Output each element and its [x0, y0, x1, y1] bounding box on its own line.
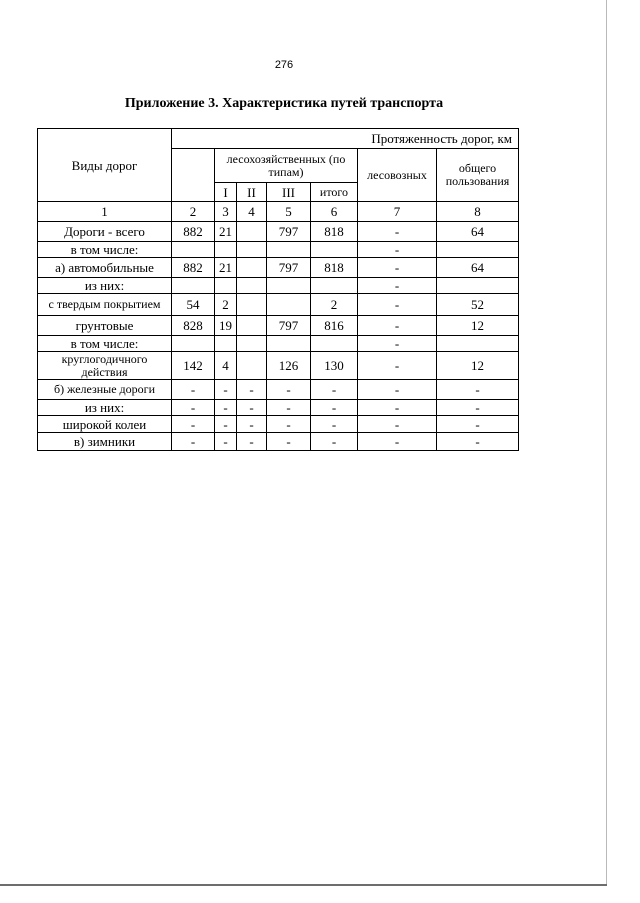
header-type-2: II: [237, 183, 267, 202]
value-cell: -: [311, 416, 358, 433]
column-number-cell: 3: [215, 202, 237, 222]
row-label-cell: в том числе:: [38, 336, 172, 352]
value-cell: -: [358, 352, 437, 380]
column-number-cell: 4: [237, 202, 267, 222]
value-cell: 21: [215, 258, 237, 278]
value-cell: 54: [172, 294, 215, 316]
header-forestry-total: итого: [311, 183, 358, 202]
value-cell: -: [358, 400, 437, 416]
value-cell: [237, 258, 267, 278]
value-cell: -: [358, 433, 437, 451]
value-cell: [311, 278, 358, 294]
value-cell: -: [172, 416, 215, 433]
table-row: [38, 316, 519, 336]
value-cell: -: [437, 416, 519, 433]
value-cell: -: [267, 433, 311, 451]
value-cell: [215, 278, 237, 294]
value-cell: -: [237, 380, 267, 400]
table-row: [38, 294, 519, 316]
header-public: общего пользования: [437, 149, 519, 202]
value-cell: -: [437, 433, 519, 451]
table-row: [38, 416, 519, 433]
value-cell: [237, 222, 267, 242]
value-cell: -: [358, 242, 437, 258]
value-cell: 126: [267, 352, 311, 380]
table-row: [38, 242, 519, 258]
value-cell: 130: [311, 352, 358, 380]
row-label-cell: из них:: [38, 278, 172, 294]
value-cell: -: [237, 433, 267, 451]
header-total-empty: [172, 149, 215, 202]
value-cell: 2: [311, 294, 358, 316]
value-cell: -: [311, 400, 358, 416]
value-cell: -: [215, 433, 237, 451]
value-cell: -: [237, 400, 267, 416]
value-cell: 21: [215, 222, 237, 242]
column-number-cell: 1: [38, 202, 172, 222]
value-cell: [311, 336, 358, 352]
value-cell: -: [358, 278, 437, 294]
row-label-cell: Дороги - всего: [38, 222, 172, 242]
table-row: [38, 278, 519, 294]
value-cell: -: [267, 400, 311, 416]
value-cell: [267, 294, 311, 316]
value-cell: 19: [215, 316, 237, 336]
value-cell: 797: [267, 258, 311, 278]
header-road-types: Виды дорог: [38, 129, 172, 202]
value-cell: -: [172, 433, 215, 451]
table-row: [38, 400, 519, 416]
table-row: [38, 336, 519, 352]
value-cell: [215, 336, 237, 352]
value-cell: -: [215, 400, 237, 416]
column-number-row: [38, 202, 519, 222]
value-cell: -: [358, 336, 437, 352]
value-cell: -: [172, 380, 215, 400]
value-cell: -: [215, 416, 237, 433]
value-cell: [437, 242, 519, 258]
table-row: [38, 352, 519, 380]
row-label-cell: широкой колеи: [38, 416, 172, 433]
value-cell: [172, 336, 215, 352]
value-cell: 4: [215, 352, 237, 380]
value-cell: 818: [311, 258, 358, 278]
value-cell: -: [358, 222, 437, 242]
value-cell: -: [437, 400, 519, 416]
row-label-cell: б) железные дороги: [38, 380, 172, 400]
table-row: [38, 222, 519, 242]
header-forestry: лесохозяйственных (по типам): [215, 149, 358, 183]
value-cell: [437, 336, 519, 352]
column-number-cell: 2: [172, 202, 215, 222]
row-label-cell: из них:: [38, 400, 172, 416]
column-number-cell: 7: [358, 202, 437, 222]
value-cell: 828: [172, 316, 215, 336]
value-cell: [237, 242, 267, 258]
value-cell: [237, 352, 267, 380]
header-type-1: I: [215, 183, 237, 202]
value-cell: [237, 278, 267, 294]
value-cell: -: [358, 316, 437, 336]
value-cell: -: [358, 416, 437, 433]
value-cell: [237, 316, 267, 336]
value-cell: 64: [437, 258, 519, 278]
value-cell: -: [172, 400, 215, 416]
value-cell: -: [311, 433, 358, 451]
value-cell: -: [358, 258, 437, 278]
value-cell: 818: [311, 222, 358, 242]
column-number-cell: 5: [267, 202, 311, 222]
value-cell: 882: [172, 258, 215, 278]
value-cell: 142: [172, 352, 215, 380]
value-cell: -: [437, 380, 519, 400]
page-edge-bottom: [0, 884, 607, 886]
page-edge-right: [606, 0, 607, 885]
value-cell: -: [311, 380, 358, 400]
value-cell: 12: [437, 316, 519, 336]
value-cell: [237, 294, 267, 316]
header-length: Протяженность дорог, км: [172, 129, 519, 149]
value-cell: 52: [437, 294, 519, 316]
page-number: 276: [274, 59, 294, 71]
value-cell: [311, 242, 358, 258]
value-cell: -: [267, 380, 311, 400]
row-label-cell: а) автомобильные: [38, 258, 172, 278]
value-cell: -: [215, 380, 237, 400]
value-cell: [172, 242, 215, 258]
row-label-cell: с твердым покрытием: [38, 294, 172, 316]
row-label-cell: круглогодичного действия: [38, 352, 172, 380]
value-cell: 2: [215, 294, 237, 316]
value-cell: 64: [437, 222, 519, 242]
value-cell: -: [237, 416, 267, 433]
header-type-3: III: [267, 183, 311, 202]
value-cell: [215, 242, 237, 258]
table-row: [38, 433, 519, 451]
row-label-cell: грунтовые: [38, 316, 172, 336]
value-cell: -: [358, 380, 437, 400]
value-cell: -: [267, 416, 311, 433]
table-row: [38, 380, 519, 400]
roads-table: [37, 128, 519, 451]
row-label-cell: в том числе:: [38, 242, 172, 258]
header-timber: лесовозных: [358, 149, 437, 202]
page-title: Приложение 3. Характеристика путей транспорта: [124, 96, 444, 111]
value-cell: [267, 278, 311, 294]
value-cell: 797: [267, 316, 311, 336]
value-cell: [267, 336, 311, 352]
value-cell: [267, 242, 311, 258]
column-number-cell: 8: [437, 202, 519, 222]
value-cell: 882: [172, 222, 215, 242]
value-cell: [237, 336, 267, 352]
value-cell: [172, 278, 215, 294]
table-row: [38, 258, 519, 278]
value-cell: 816: [311, 316, 358, 336]
value-cell: [437, 278, 519, 294]
value-cell: -: [358, 294, 437, 316]
column-number-cell: 6: [311, 202, 358, 222]
row-label-cell: в) зимники: [38, 433, 172, 451]
value-cell: 12: [437, 352, 519, 380]
value-cell: 797: [267, 222, 311, 242]
